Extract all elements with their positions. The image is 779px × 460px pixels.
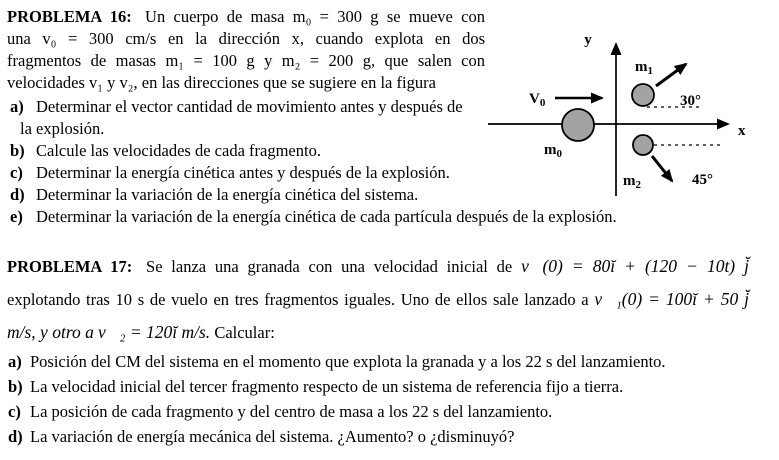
explosion-diagram-svg — [480, 15, 779, 210]
m1-label: $m_1$ — [635, 59, 653, 77]
x-axis-label: x — [738, 123, 746, 139]
problem17-body-line2: explotando tras 10 s de vuelo en tres fragmentos iguales. Uno de ellos sale lanzado a — [7, 290, 589, 309]
item-letter: a) — [8, 352, 22, 371]
item-text: Posición del CM del sistema en el momento que explota la granada y a los 22 s del lanzamiento. — [30, 352, 666, 371]
m0-mass-circle — [562, 109, 594, 141]
v0-label: $V_0$ — [529, 91, 546, 109]
item-text: La posición de cada fragmento y del centro de masa a los 22 s del lanzamiento. — [30, 402, 553, 421]
problem16-line2: una v₀ = 300 cm/s en la dirección x, cuando explota en dos — [7, 29, 485, 48]
m1-angle-label: 30° — [680, 93, 701, 109]
item-letter: d) — [8, 427, 23, 446]
m2-label: $m_2$ — [623, 173, 641, 191]
item-letter: a) — [10, 97, 24, 116]
item-text-continuation: la explosión. — [20, 119, 105, 138]
problem16-line4: velocidades v₁ y v₂, en las direcciones que se sugiere en la figura — [7, 73, 436, 92]
figure-explosion-diagram — [480, 15, 779, 210]
problem17-body-line3: Calcular: — [214, 323, 275, 342]
m1-mass-circle — [632, 84, 654, 106]
item-letter: b) — [8, 377, 23, 396]
problem16-line3: fragmentos de masas m₁ = 100 g y m₂ = 200 g, que salen con — [7, 51, 485, 70]
velocity-formula-v2: v⃗₂ = 120ĭ m/s. — [97, 322, 211, 342]
item-letter: d) — [10, 185, 25, 204]
item-text: Determinar la variación de la energía cinética del sistema. — [36, 185, 419, 204]
m2-velocity-arrow — [652, 156, 672, 181]
m0-label: $m_0$ — [544, 142, 562, 160]
problem16-title: PROBLEMA 16: — [7, 7, 132, 26]
item-text: La velocidad inicial del tercer fragmento respecto de un sistema de referencia fijo a tierra. — [30, 377, 624, 396]
item-text: La variación de energía mecánica del sistema. ¿Aumento? o ¿disminuyó? — [30, 427, 515, 446]
y-axis-label: y — [584, 32, 592, 48]
problem16-body-line1: Un cuerpo de masa m₀ = 300 g se mueve con — [145, 7, 486, 26]
problem16-line1 — [7, 6, 485, 28]
problem17-title: PROBLEMA 17: — [7, 257, 133, 276]
problem17-line2 — [7, 283, 749, 316]
list-item-17d — [0, 424, 772, 449]
item-text: Determinar la variación de la energía cinética de cada partícula después de la explosión. — [36, 207, 617, 226]
list-item-17b — [0, 374, 772, 399]
problem17-item-list — [0, 349, 772, 449]
problem17-line1 — [7, 250, 749, 283]
velocity-formula-v0: v⃗(0) = 80ĭ + (120 − 10t) j̆ — [521, 256, 750, 276]
problem17-paragraph — [7, 250, 749, 349]
m2-angle-label: 45° — [692, 172, 713, 188]
m2-mass-circle — [633, 135, 653, 155]
item-letter: e) — [10, 207, 23, 226]
m1-velocity-arrow — [656, 64, 686, 86]
problem17-body-line1: Se lanza una granada con una velocidad inicial de — [146, 257, 513, 276]
item-letter: c) — [10, 163, 23, 182]
units-prefix: m/s, y otro a — [7, 322, 94, 342]
item-text: Calcule las velocidades de cada fragmento. — [36, 141, 321, 160]
velocity-formula-v1: v⃗₁(0) = 100ĭ + 50 j̆ — [594, 289, 750, 309]
item-letter: b) — [10, 141, 25, 160]
item-letter: c) — [8, 402, 21, 421]
item-text: Determinar la energía cinética antes y después de la explosión. — [36, 163, 450, 182]
problem17-line3 — [7, 316, 749, 349]
item-text: Determinar el vector cantidad de movimiento antes y después de — [36, 97, 463, 116]
list-item-17a — [0, 349, 772, 374]
problem16-paragraph — [7, 6, 485, 94]
list-item-17c — [0, 399, 772, 424]
